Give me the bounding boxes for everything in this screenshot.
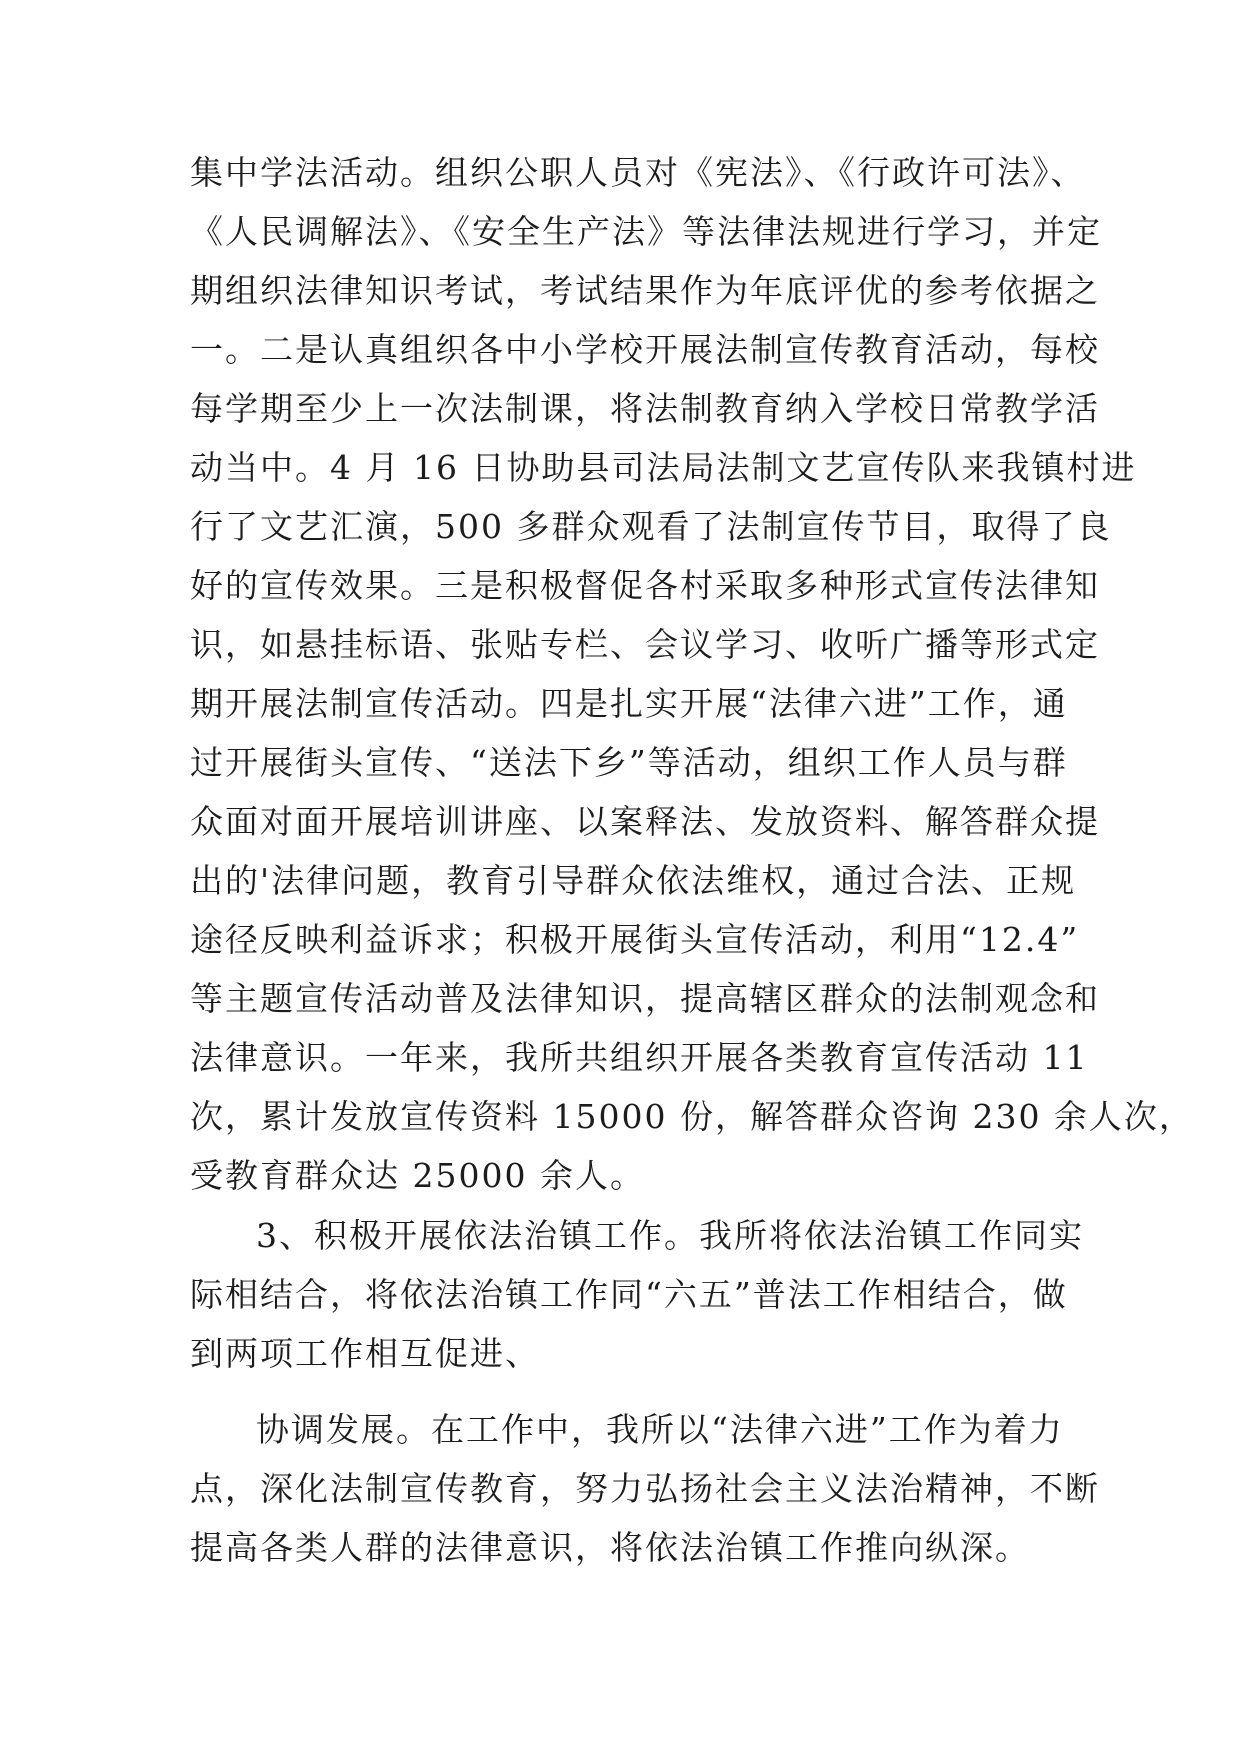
text-line: 法律意识。一年来，我所共组织开展各类教育宣传活动 11 bbox=[190, 1038, 1089, 1077]
text-line: 过开展街头宣传、“送法下乡”等活动，组织工作人员与群 bbox=[190, 743, 1068, 782]
text-line: 点，深化法制宣传教育，努力弘扬社会主义法治精神，不断 bbox=[190, 1469, 1100, 1508]
text-line: 每学期至少上一次法制课，将法制教育纳入学校日常教学活 bbox=[190, 389, 1100, 428]
text-line: 受教育群众达 25000 余人。 bbox=[190, 1156, 645, 1195]
text-line: 行了文艺汇演，500 多群众观看了法制宣传节目，取得了良 bbox=[190, 507, 1112, 546]
text-line: 3、积极开展依法治镇工作。我所将依法治镇工作同实 bbox=[256, 1216, 1084, 1255]
text-line: 好的宣传效果。三是积极督促各村采取多种形式宣传法律知 bbox=[190, 566, 1100, 605]
text-line: 《人民调解法》、《安全生产法》等法律法规进行学习，并定 bbox=[190, 212, 1102, 251]
text-line: 一。二是认真组织各中小学校开展法制宣传教育活动，每校 bbox=[190, 330, 1100, 369]
text-line: 途径反映利益诉求；积极开展街头宣传活动，利用“12.4” bbox=[190, 920, 1080, 959]
text-line: 集中学法活动。组织公职人员对《宪法》、《行政许可法》、 bbox=[190, 153, 1086, 192]
text-line: 协调发展。在工作中，我所以“法律六进”工作为着力 bbox=[256, 1410, 1064, 1449]
text-line: 识，如悬挂标语、张贴专栏、会议学习、收听广播等形式定 bbox=[190, 625, 1100, 664]
text-line: 等主题宣传活动普及法律知识，提高辖区群众的法制观念和 bbox=[190, 979, 1100, 1018]
text-line: 提高各类人群的法律意识，将依法治镇工作推向纵深。 bbox=[190, 1528, 1030, 1567]
text-line: 次，累计发放宣传资料 15000 份，解答群众咨询 230 余人次， bbox=[190, 1097, 1194, 1136]
text-line: 出的'法律问题，教育引导群众依法维权，通过合法、正规 bbox=[190, 861, 1077, 900]
text-line: 到两项工作相互促进、 bbox=[190, 1334, 540, 1373]
text-line: 际相结合，将依法治镇工作同“六五”普法工作相结合，做 bbox=[190, 1275, 1068, 1314]
paragraph-2 bbox=[190, 1206, 1084, 1383]
paragraph-1 bbox=[190, 143, 1194, 1205]
paragraph-3 bbox=[190, 1400, 1100, 1577]
text-line: 动当中。4 月 16 日协助县司法局法制文艺宣传队来我镇村进 bbox=[190, 448, 1137, 487]
text-line: 期开展法制宣传活动。四是扎实开展“法律六进”工作，通 bbox=[190, 684, 1068, 723]
text-line: 期组织法律知识考试，考试结果作为年底评优的参考依据之 bbox=[190, 271, 1100, 310]
text-line: 众面对面开展培训讲座、以案释法、发放资料、解答群众提 bbox=[190, 802, 1100, 841]
